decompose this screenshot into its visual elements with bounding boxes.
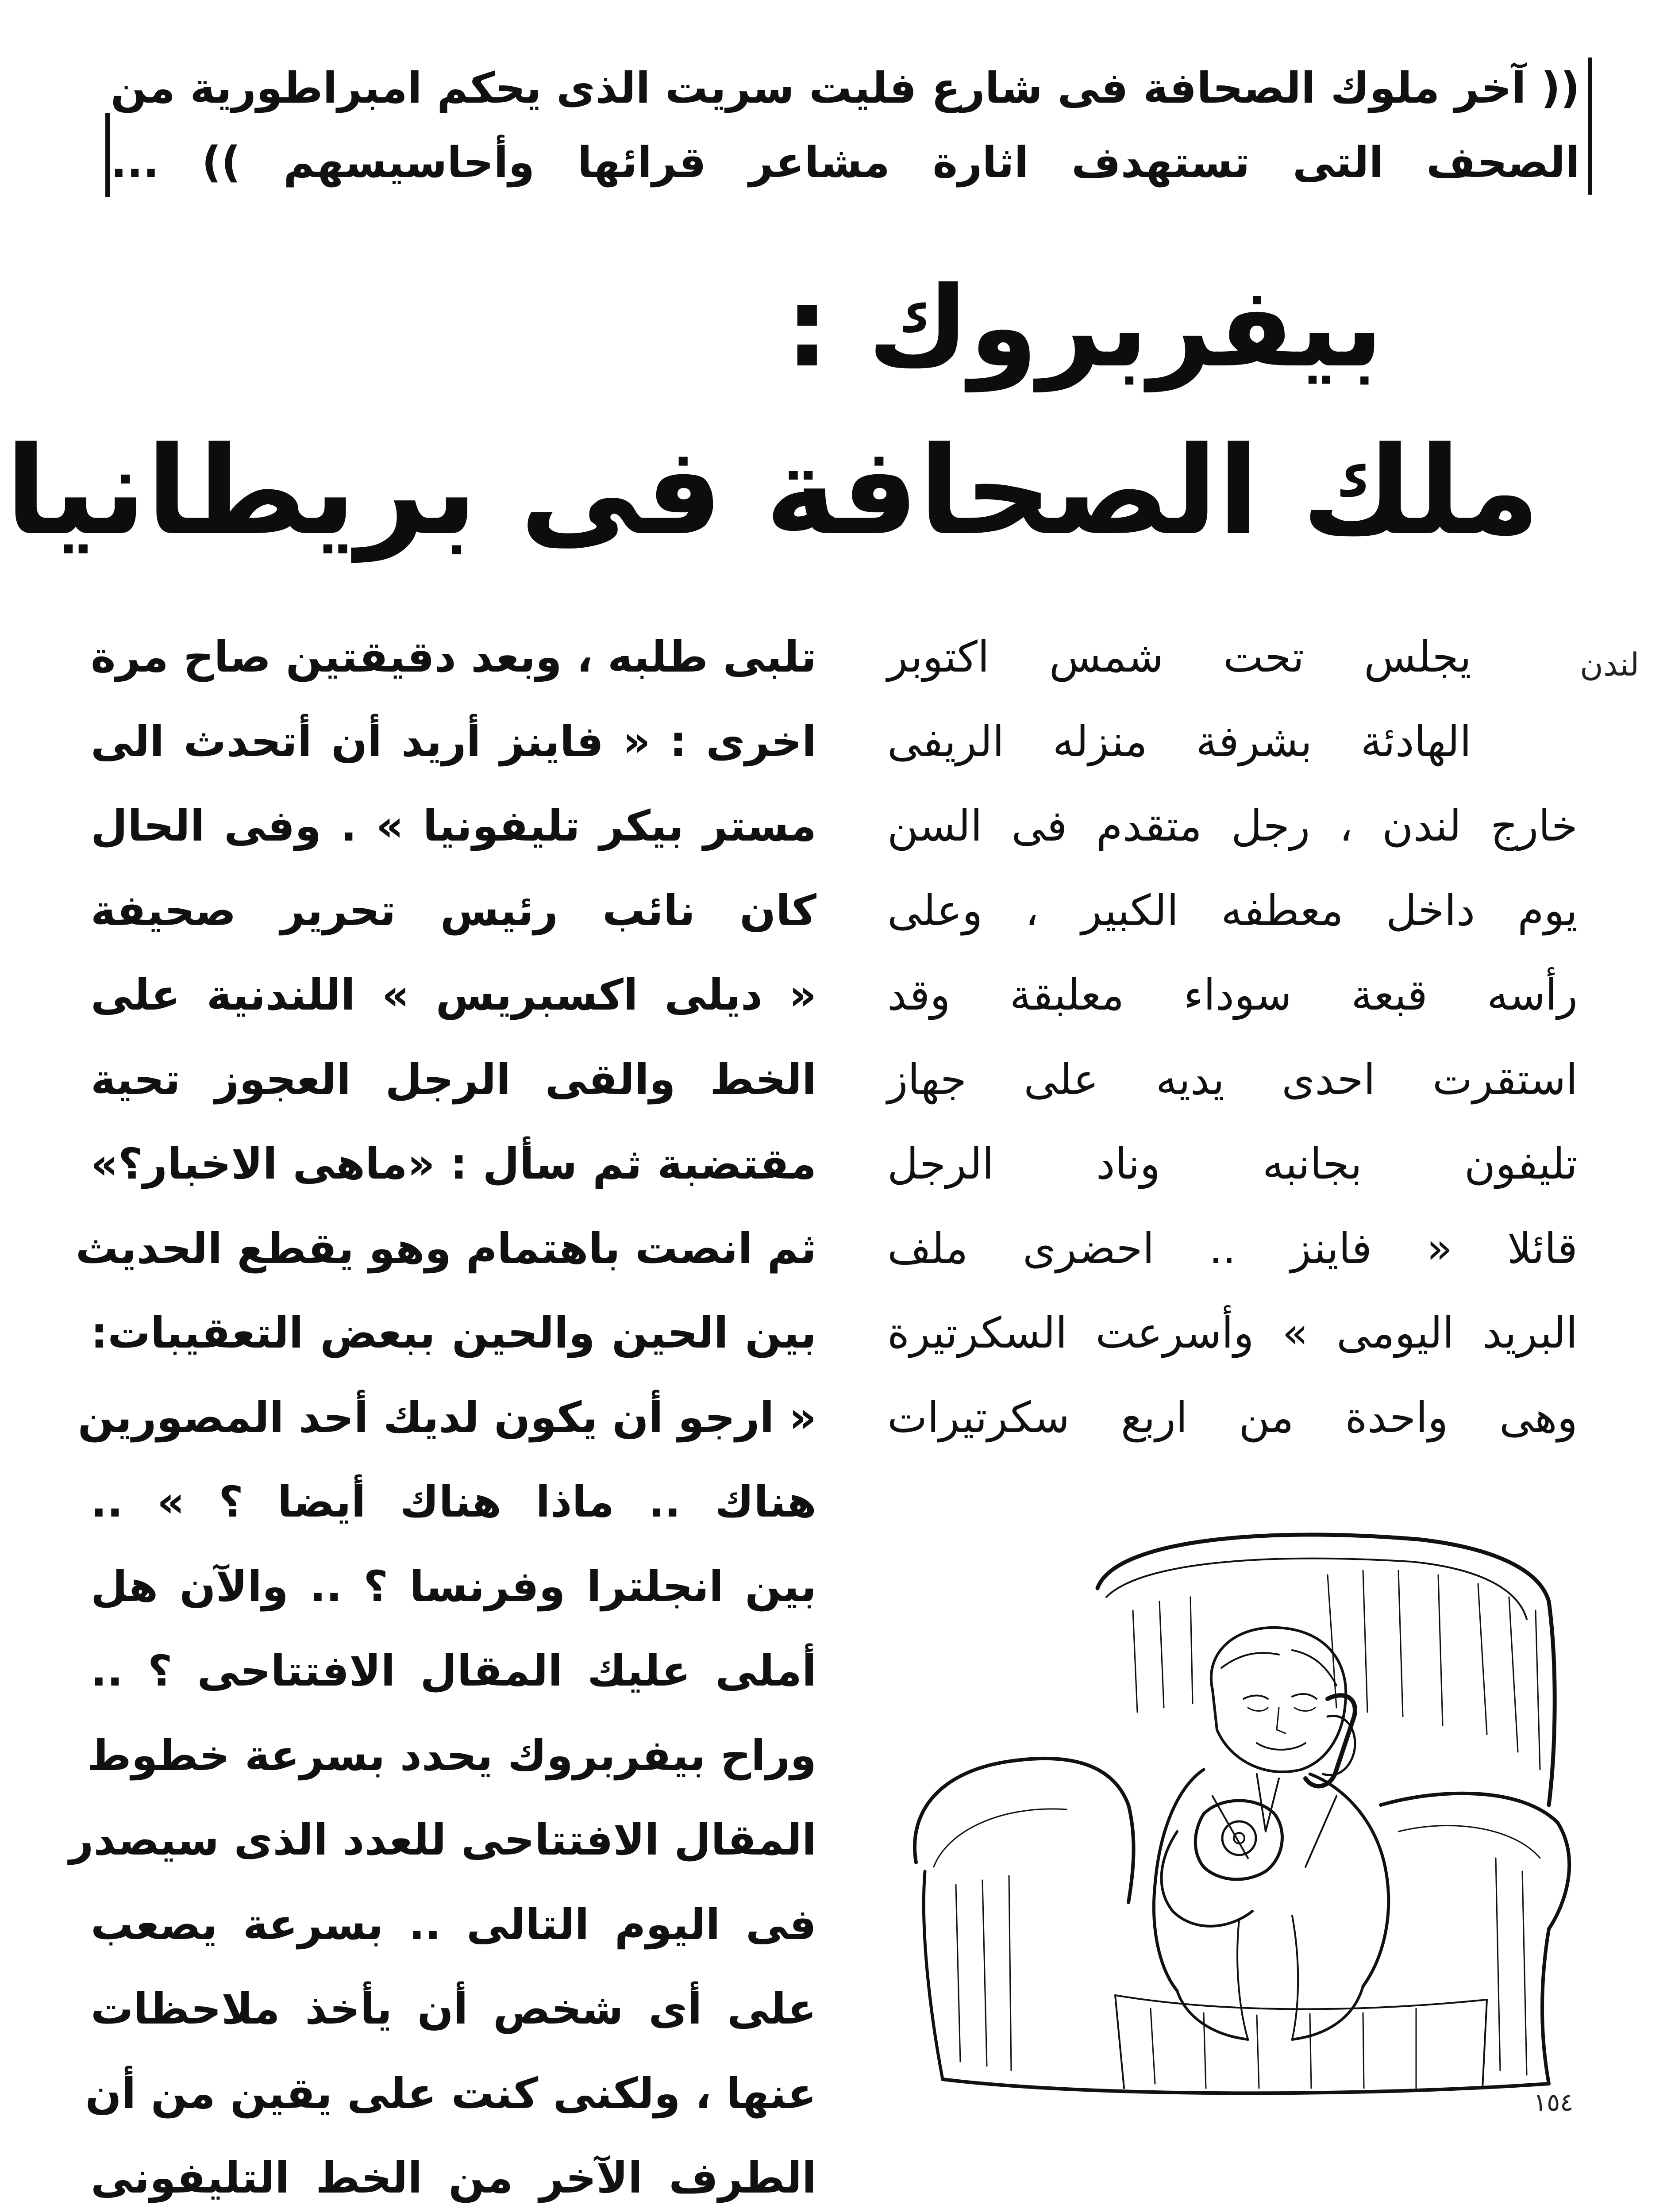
headline-line-1: بيفربروك : (785, 263, 1384, 392)
column-line: رأسه قبعة سوداء معلبقة وقد (887, 970, 1578, 1020)
intro-bar-left (105, 113, 110, 197)
column-line: الطرف الآخر من الخط التليفونى (91, 2153, 816, 2203)
intro-kicker (111, 51, 1580, 200)
column-line: يوم داخل معطفه الكبير ، وعلى (887, 886, 1578, 935)
column-line: « ديلى اكسبريس » اللندنية على (91, 970, 816, 1020)
column-line: الهادئة بشرفة منزله الريفى (887, 717, 1471, 766)
armchair-right-arm (1381, 1793, 1569, 2084)
column-line: اخرى : « فاينز أريد أن أتحدث الى (91, 717, 816, 766)
article-column-left (69, 615, 816, 2212)
column-line: مقتضبة ثم سأل : «ماهى الاخبار؟» (91, 1139, 816, 1189)
column-line: بين انجلترا وفرنسا ؟ .. والآن هل (91, 1562, 816, 1611)
column-line: هناك .. ماذا هناك أيضا ؟ » .. (91, 1477, 816, 1527)
armchair-left-arm (915, 1759, 1134, 1902)
headline-line-2: ملك الصحافة فى بريطانيا (5, 420, 1540, 562)
column-line: ثم انصت باهتمام وهو يقطع الحديث (75, 1224, 816, 1273)
column-line: استقرت احدى يديه على جهاز (887, 1055, 1578, 1104)
column-line: وهى واحدة من اربع سكرتيرات (887, 1393, 1578, 1442)
column-line: خارج لندن ، رجل متقدم فى السن (887, 801, 1578, 851)
column-line: على أى شخص أن يأخذ ملاحظات (91, 1984, 816, 2034)
column-line: أملى عليك المقال الافتتاحى ؟ .. (91, 1646, 816, 1696)
article-column-right (887, 615, 1578, 1460)
intro-bar-right (1588, 58, 1592, 195)
intro-line: (( آخر ملوك الصحافة فى شارع فليت سريت الذى يحكم امبراطورية من (111, 63, 1580, 113)
column-line: « ارجو أن يكون لديك أحد المصورين (77, 1393, 816, 1442)
page-number: ١٥٤ (1533, 2088, 1574, 2117)
column-line: المقال الافتتاحى للعدد الذى سيصدر (69, 1815, 816, 1865)
armchair-man-illustration (867, 1522, 1602, 2128)
column-line: البريد اليومى » وأسرعت السكرتيرة (887, 1308, 1578, 1358)
column-line: قائلا « فاينز .. احضرى ملف (887, 1224, 1578, 1273)
byline: لندن (1580, 646, 1640, 683)
column-line: مستر بيكر تليفونيا » . وفى الحال (91, 801, 816, 851)
telephone-icon (1195, 1801, 1282, 1879)
column-line: فى اليوم التالى .. بسرعة يصعب (91, 1900, 816, 1949)
column-line: تليفون بجانبه وناد الرجل (887, 1139, 1578, 1189)
column-line: بين الحين والحين ببعض التعقيبات: (91, 1308, 816, 1358)
column-line: عنها ، ولكنى كنت على يقين من أن (85, 2069, 816, 2118)
column-line: كان نائب رئيس تحرير صحيفة (91, 886, 816, 935)
column-line: وراح بيفربروك يحدد بسرعة خطوط (87, 1731, 816, 1780)
intro-line: الصحف التى تستهدف اثارة مشاعر قرائها وأحاسيسهم )) ... (111, 138, 1580, 187)
column-line: تلبى طلبه ، وبعد دقيقتين صاح مرة (91, 632, 816, 682)
man-body (1154, 1770, 1388, 1991)
column-line: الخط والقى الرجل العجوز تحية (91, 1055, 816, 1104)
column-line: يجلس تحت شمس اكتوبر (887, 632, 1471, 682)
